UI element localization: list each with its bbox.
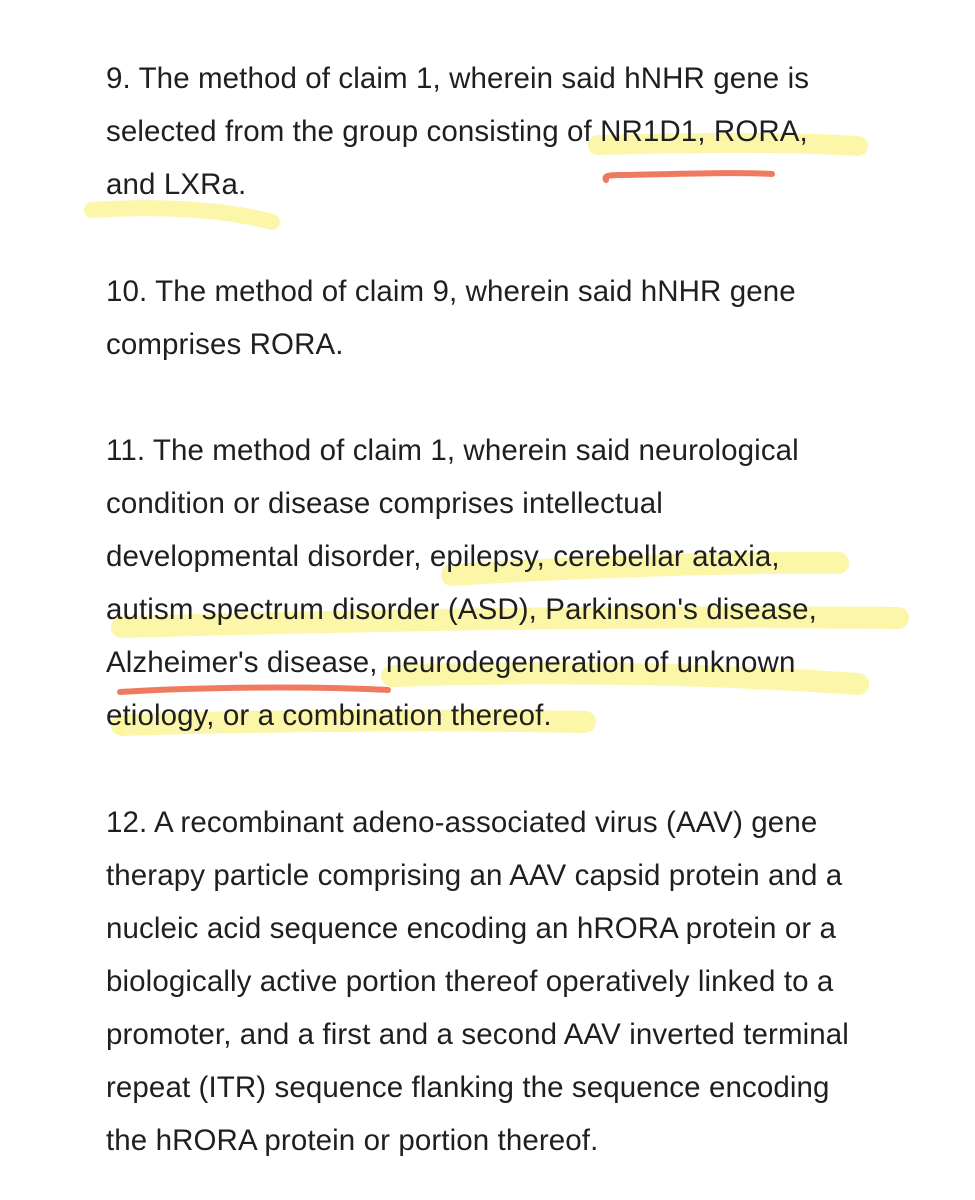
- claim-line: nucleic acid sequence encoding an hRORA protein or a: [106, 912, 837, 945]
- claim-line: 10. The method of claim 9, wherein said hNHR gene: [106, 275, 796, 308]
- claim-line: biologically active portion thereof operatively linked to a: [106, 965, 834, 998]
- claim-line: Alzheimer's disease, neurodegeneration of unknown: [106, 646, 796, 679]
- claim-line: and LXRa.: [106, 168, 247, 201]
- claim-line: the hRORA protein or portion thereof.: [106, 1124, 599, 1157]
- claim-line: developmental disorder, epilepsy, cerebellar ataxia,: [106, 540, 780, 573]
- claim-line: selected from the group consisting of NR1D1, RORA,: [106, 115, 808, 148]
- claim-line: etiology, or a combination thereof.: [106, 699, 552, 732]
- claim-12: [106, 796, 936, 1167]
- claim-line: 11. The method of claim 1, wherein said neurological: [106, 434, 799, 467]
- claim-10: [106, 265, 936, 371]
- claim-9: [106, 52, 936, 211]
- claim-line: therapy particle comprising an AAV capsid protein and a: [106, 859, 843, 892]
- claim-line: promoter, and a first and a second AAV inverted terminal: [106, 1018, 849, 1051]
- claim-line: 12. A recombinant adeno-associated virus (AAV) gene: [106, 806, 818, 839]
- claim-11: [106, 424, 936, 742]
- claim-line: 9. The method of claim 1, wherein said hNHR gene is: [106, 62, 810, 95]
- claim-line: repeat (ITR) sequence flanking the sequence encoding: [106, 1071, 830, 1104]
- claim-line: condition or disease comprises intellectual: [106, 487, 663, 520]
- claim-line: autism spectrum disorder (ASD), Parkinson's disease,: [106, 593, 817, 626]
- claim-line: comprises RORA.: [106, 328, 344, 361]
